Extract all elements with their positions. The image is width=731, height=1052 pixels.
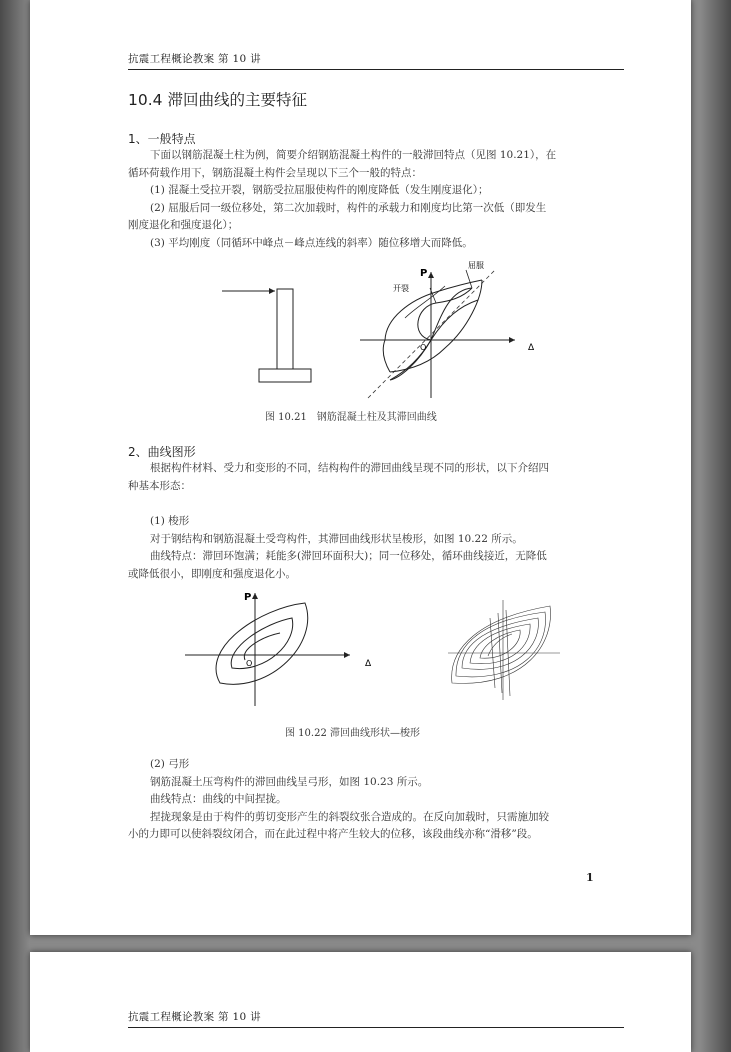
column-diagram [222,288,311,382]
shape2-explanation-line1: 捏拢现象是由于构件的剪切变形产生的斜裂纹张合造成的。在反向加载时，只需施加较 [150,811,549,823]
shape2-explanation-line2: 小的力即可以使斜裂纹闭合，而在此过程中将产生较大的位移，该段曲线亦称“滑移”段。 [128,828,538,840]
running-header-page2: 抗震工程概论教案 第 10 讲 [128,1009,624,1028]
point-1: (1) 混凝土受拉开裂，钢筋受拉屈服使构件的刚度降低（发生刚度退化）； [150,184,489,196]
label-delta-axis-2: Δ [365,659,372,669]
document-page-1 [30,0,691,935]
label-origin: O [420,343,427,352]
point-3: (3) 平均刚度（同循环中峰点－峰点连线的斜率）随位移增大而降低。 [150,237,473,249]
paragraph-shapes-line1: 根据构件材料、受力和变形的不同，结构构件的滞回曲线呈现不同的形状，以下介绍四 [150,462,549,474]
spindle-schematic [185,592,372,706]
shape2-features: 曲线特点：曲线的中间捏拢。 [150,793,287,805]
figure-10-21 [210,258,550,403]
shape1-features-line2: 或降低很小，即刚度和强度退化小。 [128,568,296,580]
heading-curve-shapes: 2、曲线图形 [128,445,196,459]
section-title: 10.4 滞回曲线的主要特征 [128,91,307,109]
spindle-test-curves [448,600,560,700]
label-p-axis: P [420,268,428,279]
shape2-title: (2) 弓形 [150,758,190,770]
label-yield: 屈服 [468,261,484,270]
caption-fig-10-21: 图 10.21 钢筋混凝土柱及其滞回曲线 [265,412,437,423]
point-2-line1: (2) 屈服后同一级位移处，第二次加载时，构件的承载力和刚度均比第一次低（即发生 [150,202,547,214]
point-2-line2: 刚度退化和强度退化）； [128,219,239,231]
caption-fig-10-22: 图 10.22 滞回曲线形状—梭形 [285,728,420,739]
figure-10-22 [180,588,580,708]
label-origin-2: O [246,659,253,668]
shape2-description: 钢筋混凝土压弯构件的滞回曲线呈弓形，如图 10.23 所示。 [150,776,429,788]
hysteresis-diagram-rc [360,261,535,398]
heading-general-features: 1、一般特点 [128,132,196,146]
running-header: 抗震工程概论教案 第 10 讲 [128,51,624,70]
paragraph-intro-line1: 下面以钢筋混凝土柱为例，简要介绍钢筋混凝土构件的一般滞回特点（见图 10.21），在 [150,149,557,161]
label-crack: 开裂 [393,284,409,293]
shape1-title: (1) 梭形 [150,515,190,527]
label-delta-axis: Δ [528,343,535,353]
shape1-features-line1: 曲线特点：滞回环饱满；耗能多(滞回环面积大)；同一位移处，循环曲线接近，无降低 [150,550,547,562]
document-page-2 [30,952,691,1052]
page-number: 1 [586,871,594,884]
shape1-description: 对于钢结构和钢筋混凝土受弯构件，其滞回曲线形状呈梭形，如图 10.22 所示。 [150,533,523,545]
label-p-axis-2: P [244,592,252,603]
paragraph-shapes-line2: 种基本形态： [128,480,191,492]
paragraph-intro-line2: 循环荷载作用下，钢筋混凝土构件会呈现以下三个一般的特点： [128,167,422,179]
